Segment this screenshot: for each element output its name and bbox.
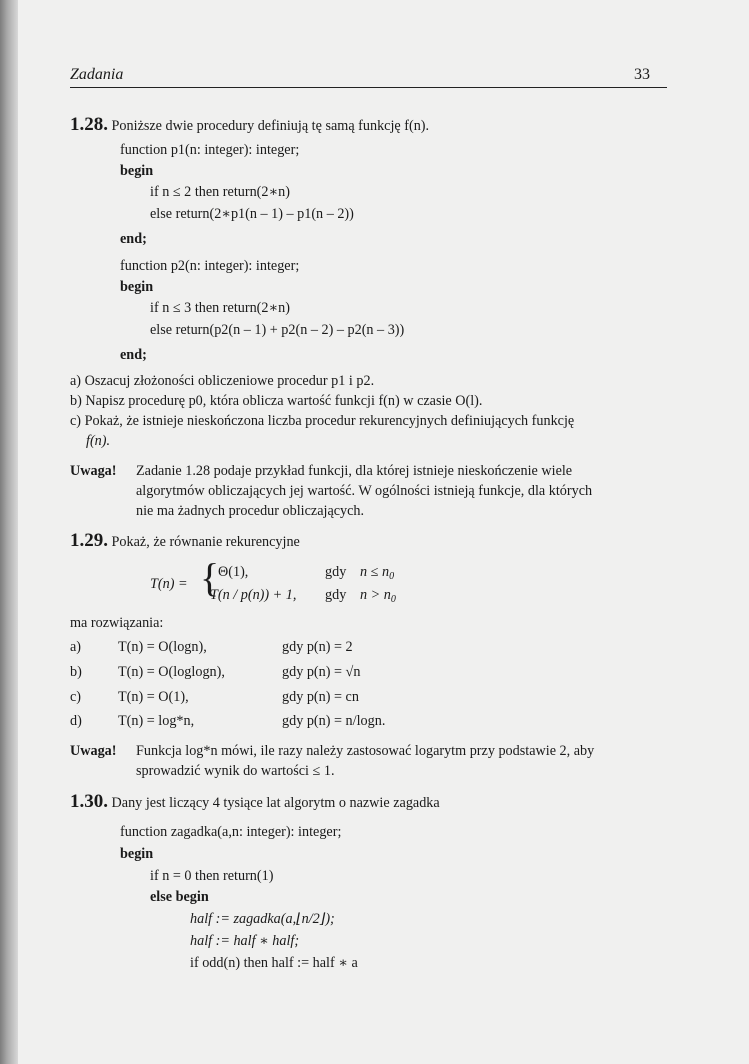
solution-cond: gdy p(n) = √n bbox=[282, 664, 361, 680]
case2-subscript: 0 bbox=[390, 594, 396, 605]
problem-intro: Pokaż, że równanie rekurencyjne bbox=[111, 534, 300, 550]
problem-number: 1.29. bbox=[70, 530, 108, 551]
page-number: 33 bbox=[634, 66, 650, 83]
solution-expr: T(n) = O(logn), bbox=[118, 639, 207, 655]
note-line2: sprowadzić wynik do wartości ≤ 1. bbox=[136, 763, 335, 779]
code-p2-end: end; bbox=[120, 347, 147, 363]
task-c-line2: f(n). bbox=[86, 433, 111, 449]
code-p1-else: else return(2∗p1(n – 1) – p1(n – 2)) bbox=[150, 206, 354, 222]
problem-1-30-heading bbox=[70, 793, 440, 812]
task-b: b) Napisz procedurę p0, która oblicza wartość funkcji f(n) w czasie O(l). bbox=[70, 393, 483, 409]
solution-expr: T(n) = log*n, bbox=[118, 713, 195, 729]
solution-label: d) bbox=[70, 713, 82, 729]
code-zagadka-line3: if odd(n) then half := half ∗ a bbox=[190, 955, 358, 971]
solution-expr: T(n) = O(loglogn), bbox=[118, 664, 225, 680]
note-line1: Funkcja log*n mówi, ile razy należy zastosować logarytm przy podstawie 2, aby bbox=[136, 743, 595, 759]
code-p2-signature: function p2(n: integer): integer; bbox=[120, 258, 300, 274]
case2-condition bbox=[360, 586, 396, 609]
solutions-intro: ma rozwiązania: bbox=[70, 615, 164, 631]
case1-value: Θ(1), bbox=[218, 564, 249, 580]
solution-label: a) bbox=[70, 639, 82, 655]
code-p1-if: if n ≤ 2 then return(2∗n) bbox=[150, 184, 290, 200]
code-p1-end: end; bbox=[120, 231, 147, 247]
solution-cond: gdy p(n) = 2 bbox=[282, 639, 353, 655]
solution-cond: gdy p(n) = n/logn. bbox=[282, 713, 386, 729]
task-a: a) Oszacuj złożoności obliczeniowe procedur p1 i p2. bbox=[70, 373, 375, 389]
note-line2: algorytmów obliczających jej wartość. W ogólności istnieją funkcje, dla których bbox=[136, 483, 593, 499]
code-zagadka-line1: half := zagadka(a,⌊n/2⌋); bbox=[190, 911, 335, 927]
problem-number: 1.30. bbox=[70, 791, 108, 812]
header-rule bbox=[70, 87, 667, 88]
note-label: Uwaga! bbox=[70, 743, 117, 759]
problem-1-29-heading bbox=[70, 532, 300, 551]
note-line3: nie ma żadnych procedur obliczających. bbox=[136, 503, 365, 519]
solution-label: c) bbox=[70, 689, 82, 705]
code-p1-signature: function p1(n: integer): integer; bbox=[120, 142, 300, 158]
note-label: Uwaga! bbox=[70, 463, 117, 479]
case2-value: T(n / p(n)) + 1, bbox=[210, 587, 297, 603]
solution-expr: T(n) = O(1), bbox=[118, 689, 189, 705]
case1-condition bbox=[360, 563, 394, 586]
recurrence-lhs: T(n) = bbox=[150, 576, 188, 592]
running-header-title: Zadania bbox=[70, 66, 124, 83]
code-p1-begin: begin bbox=[120, 163, 154, 179]
problem-intro: Dany jest liczący 4 tysiące lat algorytm o nazwie zagadka bbox=[111, 795, 440, 811]
code-p2-begin: begin bbox=[120, 279, 154, 295]
code-zagadka-begin: begin bbox=[120, 846, 154, 862]
left-brace: { bbox=[200, 555, 220, 600]
problem-intro: Poniższe dwie procedury definiują tę samą funkcję f(n). bbox=[111, 118, 430, 134]
code-zagadka-signature: function zagadka(a,n: integer): integer; bbox=[120, 824, 342, 840]
book-spine-shadow bbox=[0, 0, 18, 1064]
code-zagadka-else-begin: else begin bbox=[150, 889, 209, 905]
code-p2-if: if n ≤ 3 then return(2∗n) bbox=[150, 300, 290, 316]
case1-cond-text: n ≤ n bbox=[360, 564, 390, 580]
case1-gdy: gdy bbox=[325, 564, 347, 580]
case2-cond-text: n > n bbox=[360, 587, 391, 603]
solution-cond: gdy p(n) = cn bbox=[282, 689, 359, 705]
problem-number: 1.28. bbox=[70, 114, 108, 135]
task-c-line1: c) Pokaż, że istnieje nieskończona liczba procedur rekurencyjnych definiujących funkcję bbox=[70, 413, 575, 429]
code-zagadka-if: if n = 0 then return(1) bbox=[150, 868, 274, 884]
solution-label: b) bbox=[70, 664, 82, 680]
note-line1: Zadanie 1.28 podaje przykład funkcji, dla której istnieje nieskończenie wiele bbox=[136, 463, 573, 479]
code-zagadka-line2: half := half ∗ half; bbox=[190, 933, 300, 949]
case1-subscript: 0 bbox=[389, 571, 395, 582]
code-p2-else: else return(p2(n – 1) + p2(n – 2) – p2(n – 3)) bbox=[150, 322, 405, 338]
case2-gdy: gdy bbox=[325, 587, 347, 603]
problem-1-28-heading bbox=[70, 116, 429, 135]
